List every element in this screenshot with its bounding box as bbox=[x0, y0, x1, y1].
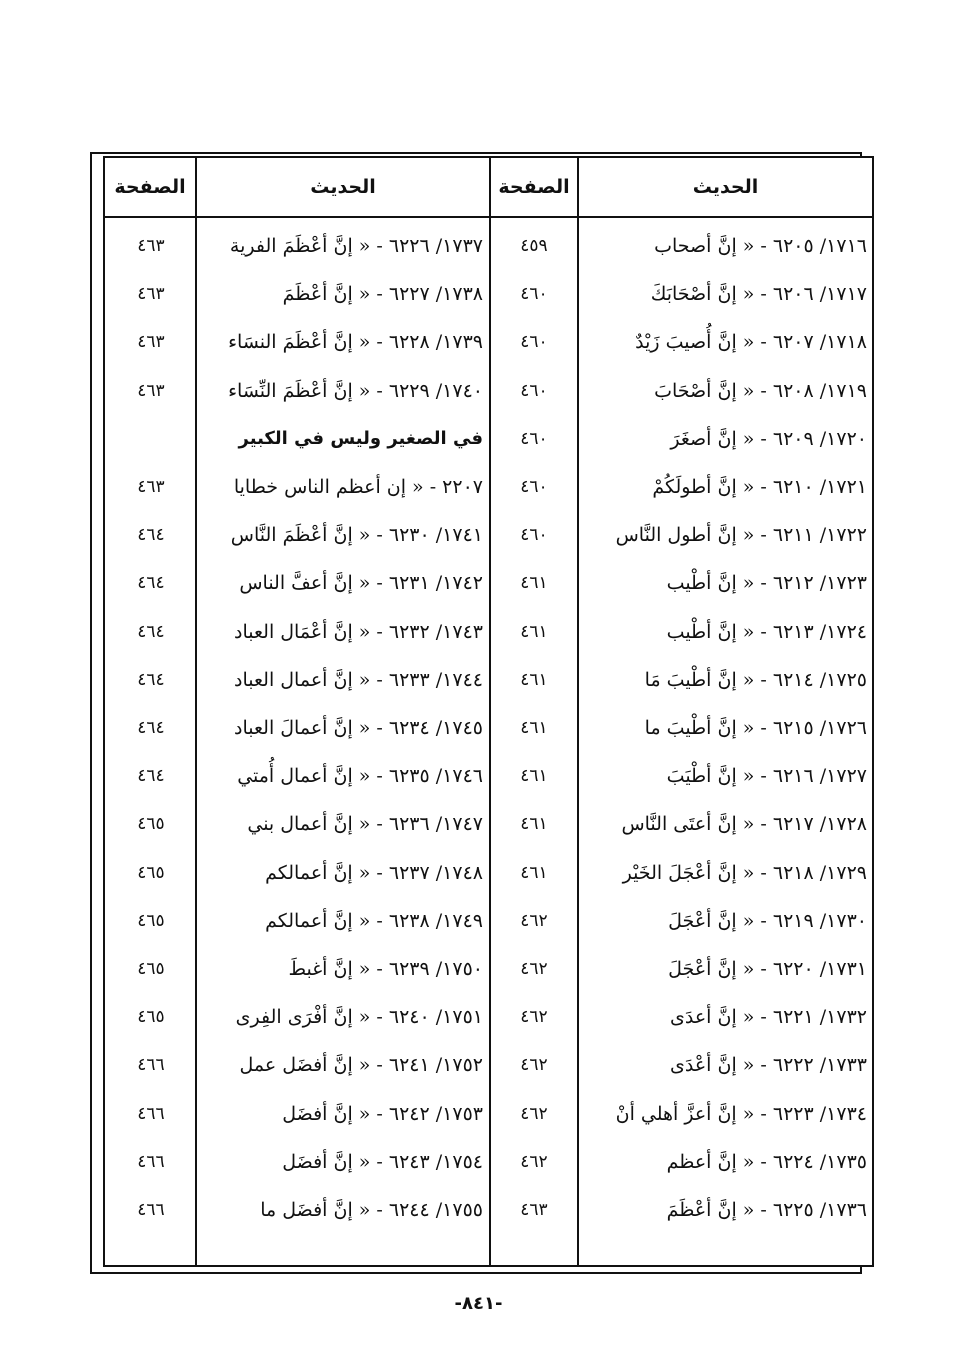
page-ref: ٤٦٠ bbox=[520, 284, 548, 305]
hadith-entry: ١٧٤١/ ٦٢٣٠ - « إنَّ أعْظَمَ النَّاس bbox=[230, 524, 483, 547]
page-ref: ٤٦٠ bbox=[520, 428, 548, 449]
header-hadith-right: الحديث bbox=[692, 176, 759, 198]
page-ref: ٤٦٣ bbox=[137, 332, 165, 353]
page-ref: ٤٦٥ bbox=[137, 1007, 165, 1028]
page-ref: ٤٦١ bbox=[520, 766, 548, 787]
page-ref: ٤٦٣ bbox=[520, 1200, 548, 1220]
page-ref: ٤٦٠ bbox=[520, 477, 548, 497]
hadith-entry: ١٧٣٢/ ٦٢٢١ - « إنَّ أعدَى bbox=[669, 1006, 867, 1029]
hadith-entry: ١٧٢٨/ ٦٢١٧ - « إنَّ أعتَى النَّاس bbox=[621, 813, 867, 836]
page-ref: ٤٦٣ bbox=[137, 284, 165, 305]
hadith-entry: ١٧٤٠/ ٦٢٢٩ - « إنَّ أعْظَمَ النِّسَاء bbox=[228, 379, 483, 402]
page-ref: ٤٦٦ bbox=[137, 1103, 165, 1124]
page-ref: ٤٦٣ bbox=[137, 477, 165, 497]
hadith-entry: ١٧١٦/ ٦٢٠٥ - « إنَّ أصحاب bbox=[654, 235, 867, 257]
hadith-entry: ١٧٢٩/ ٦٢١٨ - « إنَّ أعْجَلَ الخَيْر bbox=[622, 861, 867, 884]
hadith-entry: ١٧٢٠/ ٦٢٠٩ - « إنَّ أصغَرَ bbox=[670, 427, 867, 450]
page-ref: ٤٦٦ bbox=[137, 1055, 165, 1076]
hadith-entry: ١٧٤٦/ ٦٢٣٥ - « إنَّ أعمال أُمتي bbox=[237, 765, 483, 788]
hadith-entry: ١٧٣٨/ ٦٢٢٧ - « إنَّ أعْظَمَ bbox=[282, 283, 483, 306]
page-ref: ٤٦١ bbox=[520, 814, 548, 835]
hadith-entry: ١٧٥٠/ ٦٢٣٩ - « إنَّ أغبطَ bbox=[288, 958, 483, 980]
hadith-entry: ١٧٢٧/ ٦٢١٦ - « إنَّ أطْيَبَ bbox=[666, 765, 867, 788]
page-ref: ٤٦٣ bbox=[137, 380, 165, 401]
divider-right-page bbox=[577, 158, 579, 1265]
hadith-entry: ١٧٢٦/ ٦٢١٥ - « إنَّ أطْيبَ ما bbox=[644, 717, 867, 739]
page-ref: ٤٦٠ bbox=[520, 332, 548, 353]
hadith-entry: ١٧٤٥/ ٦٢٣٤ - « إنَّ أعمالَ العباد bbox=[234, 717, 483, 739]
hadith-entry: ١٧٢٤/ ٦٢١٣ - « إنَّ أطْيب bbox=[666, 620, 867, 643]
section-subheading: في الصغير وليس في الكبير bbox=[238, 428, 483, 450]
header-rule bbox=[105, 216, 872, 218]
page-ref: ٤٦٢ bbox=[520, 1151, 548, 1172]
hadith-entry: ١٧٥٣/ ٦٢٤٢ - « إنَّ أفضَل bbox=[282, 1102, 483, 1125]
page-ref: ٤٦٢ bbox=[520, 1007, 548, 1028]
hadith-entry: ١٧٥١/ ٦٢٤٠ - « إنَّ أفْرَى الفِرى bbox=[235, 1006, 483, 1029]
hadith-entry: ١٧٣١/ ٦٢٢٠ - « إنَّ أعْجَلَ bbox=[668, 958, 867, 980]
hadith-entry: ١٧٢٣/ ٦٢١٢ - « إنَّ أطْيب bbox=[666, 572, 867, 595]
page-ref: ٤٦١ bbox=[520, 573, 548, 594]
hadith-entry: ١٧٤٩/ ٦٢٣٨ - « إنَّ أعمالكم bbox=[265, 909, 483, 932]
page-ref: ٤٦٢ bbox=[520, 910, 548, 931]
header-page-left: الصفحة bbox=[114, 176, 186, 198]
hadith-entry: ١٧٣٥/ ٦٢٢٤ - « إنَّ أعظم bbox=[666, 1150, 867, 1173]
page-ref: ٤٦٦ bbox=[137, 1200, 165, 1220]
hadith-entry: ١٧٥٢/ ٦٢٤١ - « إنَّ أفضَل عمل bbox=[239, 1054, 483, 1077]
page-ref: ٤٦٢ bbox=[520, 959, 548, 979]
hadith-entry: ١٧٤٧/ ٦٢٣٦ - « إنَّ أعمال بني bbox=[247, 813, 483, 836]
page-ref: ٤٦٣ bbox=[137, 236, 165, 256]
page-ref: ٤٦١ bbox=[520, 862, 548, 883]
page-ref: ٤٥٩ bbox=[520, 236, 548, 256]
page-ref: ٤٦٤ bbox=[137, 621, 165, 642]
page-ref: ٤٦٤ bbox=[137, 669, 165, 690]
page-ref: ٤٦٢ bbox=[520, 1055, 548, 1076]
hadith-entry: ١٧٤٤/ ٦٢٣٣ - « إنَّ أعمال العباد bbox=[234, 668, 483, 691]
page-ref bbox=[107, 419, 195, 459]
page-ref: ٤٦٥ bbox=[137, 910, 165, 931]
hadith-entry: ٢٢٠٧ - « إن أعظم الناس خطايا bbox=[233, 476, 483, 498]
page-ref: ٤٦٤ bbox=[137, 766, 165, 787]
hadith-entry: ١٧٤٢/ ٦٢٣١ - « إنَّ أعفَّ الناس bbox=[239, 572, 483, 595]
page-ref: ٤٦٤ bbox=[137, 573, 165, 594]
hadith-entry: ١٧٣٠/ ٦٢١٩ - « إنَّ أعْجَلَ bbox=[668, 909, 867, 932]
page-ref: ٤٦٤ bbox=[137, 718, 165, 738]
page-number: -٨٤١- bbox=[454, 1293, 503, 1314]
page-ref: ٤٦٥ bbox=[137, 862, 165, 883]
page-ref: ٤٦١ bbox=[520, 718, 548, 738]
index-table bbox=[103, 156, 874, 1267]
hadith-entry: ١٧٣٦/ ٦٢٢٥ - « إنَّ أعْظَمَ bbox=[666, 1199, 867, 1221]
page-ref: ٤٦٥ bbox=[137, 959, 165, 979]
page-ref: ٤٦١ bbox=[520, 621, 548, 642]
hadith-entry: ١٧٣٧/ ٦٢٢٦ - « إنَّ أعْظَمَ الفرية bbox=[229, 235, 483, 257]
hadith-entry: ١٧٢٢/ ٦٢١١ - « إنَّ أطول النَّاس bbox=[615, 524, 867, 547]
page-ref: ٤٦٠ bbox=[520, 380, 548, 401]
header-hadith-left: الحديث bbox=[310, 176, 376, 198]
page-ref: ٤٦١ bbox=[520, 669, 548, 690]
hadith-entry: ١٧٢٥/ ٦٢١٤ - « إنَّ أطْيبَ مَا bbox=[644, 668, 867, 691]
hadith-entry: ١٧٥٥/ ٦٢٤٤ - « إنَّ أفضَل ما bbox=[260, 1199, 483, 1221]
header-page-right: الصفحة bbox=[498, 176, 570, 198]
hadith-entry: ١٧١٩/ ٦٢٠٨ - « إنَّ أصْحَابَ bbox=[654, 379, 867, 402]
hadith-entry: ١٧٣٤/ ٦٢٢٣ - « إنَّ أعزَّ أهلي أنْ bbox=[615, 1102, 867, 1125]
hadith-entry: ١٧٥٤/ ٦٢٤٣ - « إنَّ أفضَل bbox=[282, 1150, 483, 1173]
page-ref: ٤٦٦ bbox=[137, 1151, 165, 1172]
divider-left-page bbox=[195, 158, 197, 1265]
hadith-entry: ١٧٣٩/ ٦٢٢٨ - « إنَّ أعْظَمَ النسَاء bbox=[228, 331, 483, 354]
page-ref: ٤٦٥ bbox=[137, 814, 165, 835]
hadith-entry: ١٧١٧/ ٦٢٠٦ - « إنَّ أصْحَابَكَ bbox=[650, 283, 867, 306]
page-ref: ٤٦٢ bbox=[520, 1103, 548, 1124]
hadith-entry: ١٧٤٨/ ٦٢٣٧ - « إنَّ أعمالكم bbox=[265, 861, 483, 884]
hadith-entry: ١٧١٨/ ٦٢٠٧ - « إنَّ أُصيبَ زَيْدٌ bbox=[635, 331, 867, 354]
page-ref: ٤٦٤ bbox=[137, 525, 165, 546]
hadith-entry: ١٧٣٣/ ٦٢٢٢ - « إنَّ أعْدَى bbox=[669, 1054, 867, 1077]
hadith-entry: ١٧٤٣/ ٦٢٣٢ - « إنَّ أعْمَال العباد bbox=[234, 620, 483, 643]
page-ref: ٤٦٠ bbox=[520, 525, 548, 546]
hadith-entry: ١٧٢١/ ٦٢١٠ - « إنَّ أطولَكُمْ bbox=[652, 476, 867, 498]
